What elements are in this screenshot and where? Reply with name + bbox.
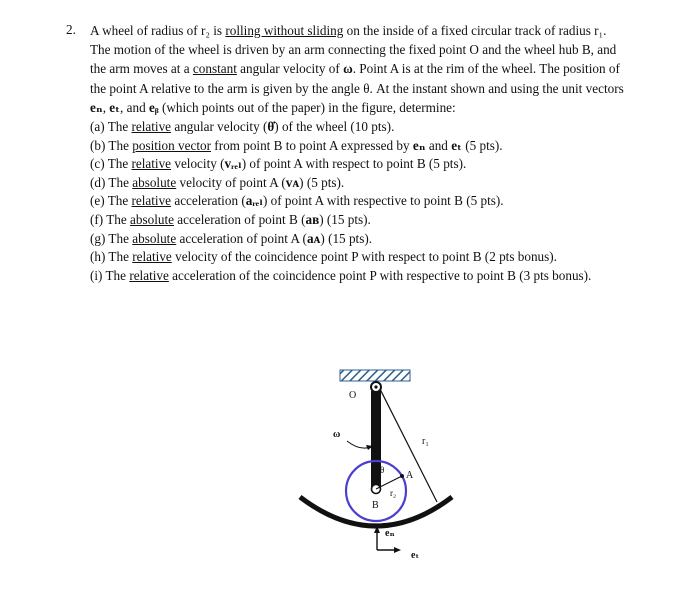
label-et: eₜ: [411, 550, 420, 561]
vector-symbol: aʙ: [305, 212, 320, 227]
vector-symbol: eₙ: [412, 137, 426, 153]
question-part: (g) The absolute acceleration of point A (aᴀ) (15 pts).: [90, 230, 373, 246]
label-en: eₙ: [385, 528, 395, 539]
problem-number: 2.: [66, 22, 76, 37]
underlined-term: relative: [131, 119, 172, 134]
underlined-term: relative: [132, 249, 172, 265]
underlined-term: position vector: [132, 137, 211, 153]
vector-symbol: vᴀ: [285, 174, 300, 190]
question-part: (d) The absolute velocity of point A (vᴀ) (5 pts).: [90, 174, 345, 190]
fixed-ground-hatch: [340, 370, 410, 381]
vector-symbol: θ̇: [267, 119, 275, 134]
underlined-term: absolute: [132, 230, 177, 246]
question-part: (h) The relative velocity of the coincidence point P with respect to point B (2 pts bonus).: [90, 249, 557, 265]
underlined-term: relative: [131, 193, 172, 209]
question-part: (i) The relative acceleration of the coincidence point P with respective to point B (3 pts bonus).: [90, 267, 592, 283]
vector-symbol: aᵣₑₗ: [245, 193, 263, 209]
question-part: (c) The relative velocity (vᵣₑₗ) of point A with respect to point B (5 pts).: [90, 156, 467, 172]
label-b: B: [372, 500, 379, 511]
vector-symbol: eₜ: [451, 137, 462, 153]
label-r2: r₂: [390, 488, 397, 498]
label-theta: θ: [380, 465, 385, 475]
vector-symbol: eₙ: [90, 99, 103, 115]
intro-line: eₙ, eₜ, and eᵦ (which points out of the paper) in the figure, determine:: [90, 99, 456, 115]
intro-line: The motion of the wheel is driven by an arm connecting the fixed point O and the wheel hub B, and: [90, 42, 617, 58]
vector-symbol: vᵣₑₗ: [224, 156, 242, 172]
underlined-term: constant: [192, 61, 237, 77]
underlined-term: absolute: [132, 174, 177, 190]
pivot-o-center: [374, 385, 377, 388]
intro-line: A wheel of radius of r₂ is rolling without sliding on the inside of a fixed circular track of radius r₁.: [90, 23, 607, 38]
question-part: (e) The relative acceleration (aᵣₑₗ) of point A with respective to point B (5 pts).: [90, 193, 504, 209]
underlined-term: rolling without sliding: [225, 23, 344, 38]
intro-line: the point A relative to the arm is given by the angle θ. At the instant shown and using the unit vectors: [90, 80, 624, 96]
underlined-term: relative: [131, 156, 172, 172]
unit-vector-et-arrowhead: [394, 547, 401, 553]
label-r1: r₁: [422, 436, 429, 447]
vector-symbol: ω: [343, 61, 353, 77]
label-o: O: [349, 390, 357, 401]
question-part: (a) The relative angular velocity (θ̇) of the wheel (10 pts).: [90, 119, 395, 134]
vector-symbol: aᴀ: [306, 230, 321, 246]
label-omega: ω: [333, 429, 341, 440]
label-a: A: [406, 470, 414, 481]
question-part: (b) The position vector from point B to point A expressed by eₙ and eₜ (5 pts).: [90, 137, 503, 153]
intro-line: the arm moves at a constant angular velocity of ω. Point A is at the rim of the wheel. The position of: [90, 61, 620, 77]
point-a: [400, 474, 404, 478]
underlined-term: absolute: [130, 212, 174, 227]
vector-symbol: eᵦ: [148, 99, 159, 115]
underlined-term: relative: [129, 267, 169, 283]
vector-symbol: eₜ: [109, 99, 121, 115]
question-part: (f) The absolute acceleration of point B (aʙ) (15 pts).: [90, 212, 371, 227]
